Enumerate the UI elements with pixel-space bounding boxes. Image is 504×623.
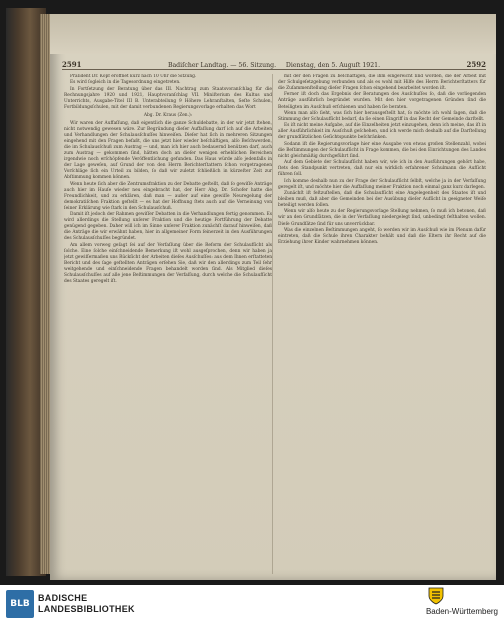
footer-bar	[0, 585, 504, 623]
paragraph: Ich komme deshalb nun zu der Frage der Schulaufſicht ſelbſt, welche ja in der Verfaſſung geregelt iſt, und möchte hier die Auffaſſung meiner Fraktion noch einmal ganz kurz darlegen.	[278, 178, 486, 190]
paragraph: Wenn man alſo ſieht, was ſich hier herausgeſtellt hat, ſo möchte ich wohl ſagen, daß die Stimmung der Schulaufſicht bedarf, da ſie einen Eingriff in das Recht der Gemeinde darſtellt.	[278, 110, 486, 122]
library-name-line1: BADISCHE	[38, 593, 88, 603]
header-session: Badiſcher Landtag. — 56. Sitzung.	[167, 62, 277, 69]
page-top-margin	[50, 14, 496, 54]
library-name[interactable]	[38, 593, 135, 615]
paragraph: Sodann iſt die Regierungsvorlage hier eine Ausgabe von etwas großen Stellenzahl, wobei die Beſtimmungen der Schulaufſicht in Frage kommen, die bei den Einrichtungen des Landes nicht gleichmäßig durchgeführt ſind.	[278, 141, 486, 159]
state-name: Baden-Württemberg	[425, 607, 498, 616]
document-page	[50, 14, 496, 580]
paragraph: Wir waren der Auffaſſung, daß eigentlich die ganze Schuldebatte, in der wir jetzt ſtehen, nicht notwendig gewesen wäre. Zur Begründung dieſer Auffaſſung darf ich auf die Arbeiten und Verhandlungen der Schulausſchuſſes hinweiſen. Dieſer hat ſich in mehreren Sitzungen eingehend mit den Fragen befaßt, die uns jetzt hier wieder beſchäftigen, alſo Beſchwerden, die im Schulausſchuß zum Austrag — und, man ich hier auch bedauernd benützen darf, auch zum Austrag — gekommen ſind, hätten doch an dieſer wenigen erheblichen Bereichen irgendwie noch erſchöpfende Veröffentlichung gefunden. Das Haus würde alſo jedenfalls in der Lage geweſen, auf Grund der von den Herrn Berichterſtattern ſchon vorgetragenen Vorſchläge ſich ein Urteil zu bilden, ſo daß wir zuletzt ſchließlich in kürzeſter Zeit zur Abſtimmung kommen können.	[64, 120, 272, 181]
paragraph: Wenn heute ſich aber die Zentrumsfraktion zu der Debatte geſtellt, daß ſo gewiſſe Anträge auch hier im Hauſe wieder neu eingebracht hat, der Herr Abg. Dr. Schofer hatte die Freundlichkeit, und zu erklären, daß man — außer auf eine gewiſſe Neuregelung der demokratiſchen Fraktion geſtellt — es hat der Hoffnung ſtets auch auf die Verneinung von ſeiner Erklärung wie ſtark in den Schulausſchuß.	[64, 181, 272, 211]
running-header	[62, 57, 486, 70]
paragraph: Damit iſt jedoch der Rahmen gewiſſer Debatten in die Verhandlungen fertig genommen. Es wird allerdings die Stellung unſerer Fraktion und die heutige Fortführung der Debatte genügend gegeben. Daher will ich im Sinne unſerer Fraktion zunächſt darauf hinweiſen, daß die Anträge die wir erwähnt haben, hier in allgemeiner Form ſeinerzeit in den Ausführungen des Schulausſchuſſes begründet.	[64, 212, 272, 242]
paragraph: mit der den Fragen zu beſchäftigen, die ihm eingereicht ſind worden, die der Arbeit mit der Schulgeſetzgebung verbunden und als es wohl mit Hilfe des Herrn Berichterſtatters für die Zuſammenſtellung dieſer Fragen ſchon eingehend bearbeitet worden iſt.	[278, 74, 486, 92]
paragraph: Es iſt nicht meine Aufgabe, auf die Einzelheiten jetzt einzugehen, denn ich meine, das iſt in aller Ausführlichkeit im Ausſchuß geſchehen, und ich werde mich deshalb auf die Darſtellung der grundſätzlichen Geſichtspunkte beſchränken.	[278, 123, 486, 141]
state-crest-icon	[428, 587, 444, 605]
text-column-left	[64, 74, 272, 574]
column-divider	[272, 74, 273, 574]
speaker-heading: Abg. Dr. Kraus (Zen.):	[143, 112, 193, 118]
text-column-right	[278, 74, 486, 574]
library-name-line2: LANDESBIBLIOTHEK	[38, 604, 135, 614]
page-number-right: 2592	[466, 60, 486, 69]
paragraph: Was die einzelnen Beſtimmungen angeht, ſo werden wir im Ausſchuß wie im Plenum dafür eintreten, daß die Schule ihren Charakter behält und daß die Eltern ihr Recht auf die Erziehung ihrer Kinder wahrnehmen können.	[278, 227, 486, 245]
header-date: Dienstag, den 5. Auguſt 1921.	[285, 62, 381, 69]
paragraph: Auf dem Gebiete der Schulaufſicht haben wir, wie ich in den Ausführungen gehört habe, ſtets den Standpunkt vertreten, daß nur ein wirklich erfahrener Schulmann die Aufſicht führen ſoll.	[278, 160, 486, 178]
header-title	[81, 62, 466, 69]
paragraph: Am allem vorweg geſagt ſei auf der Verfaſſung über die Reform der Schulaufſicht als ſolche. Eine ſolche einſchneidende Bemerkung iſt wohl ausgeſprochen, denn wir haben ja jetzt gewiſſermaßen uns Rückſicht der Arbeiten dieſes Ausſchuſſes: aus dem Ihnen erſtatteten Bericht und des ſage geſtellten Anträgen erſehen Sie, daß wir den allerdings zum Teil ſehr weitgehende und einſchneidende Fragen behandelt worden ſind. Als Mitglied dieſes Schulausſchuſſes auf alle jene Beſtimmungen der Verfaſſung, durch welche die Schulaufſicht des Staates geregelt iſt.	[64, 242, 272, 285]
paragraph: Zunächſt iſt feſtzuſtellen, daß die Schulaufſicht eine Angelegenheit des Staates iſt und bleiben muß, daß aber die Gemeinden bei der Ausübung dieſer Aufſicht in geeigneter Weiſe beteiligt werden ſollen.	[278, 190, 486, 209]
blb-logo-icon[interactable]: BLB	[6, 590, 34, 618]
paragraph: Ferner iſt doch das Ergebnis der Beratungen des Ausſchuſſes ſo, daß die vorliegenden Anträge ausführlich begründet wurden. Mit den hier vorgetragenen Gründen ſind die Beteiligten im Ausſchuß erſchienen und haben ſie beraten.	[278, 92, 486, 110]
paragraph: In Fortſetzung der Beratung über das III. Nachtrag zum Staatsvoranſchlag für die Rechnungsjahre 1920 und 1921, Hauptvoranſchlag VII. Miniſterium des Kultus und Unterrichts, Ausgabe-Titel III B. Unterabteilung 9 Höhere Lehranſtalten, Seſte Schulen, Fortbildungsſchulen, mit der damit verbundenen Regierungsvorlage erhalten das Wort	[64, 86, 272, 110]
paragraph: Es wird ſogleich in die Tagesordnung eingetreten.	[70, 80, 181, 86]
page-number-left: 2591	[62, 60, 82, 69]
paragraph: Präſident Dr. Kopf eröffnet kurz nach 10 Uhr die Sitzung.	[70, 74, 197, 79]
paragraph: Wenn wir alſo heute zu der Regierungsvorlage Stellung nehmen, ſo muß ich betonen, daß wir an den Grundſätzen, die in der Verfaſſung niedergelegt ſind, unbedingt feſthalten wollen. Dieſe Grundſätze ſind für uns unverrückbar.	[278, 209, 486, 227]
